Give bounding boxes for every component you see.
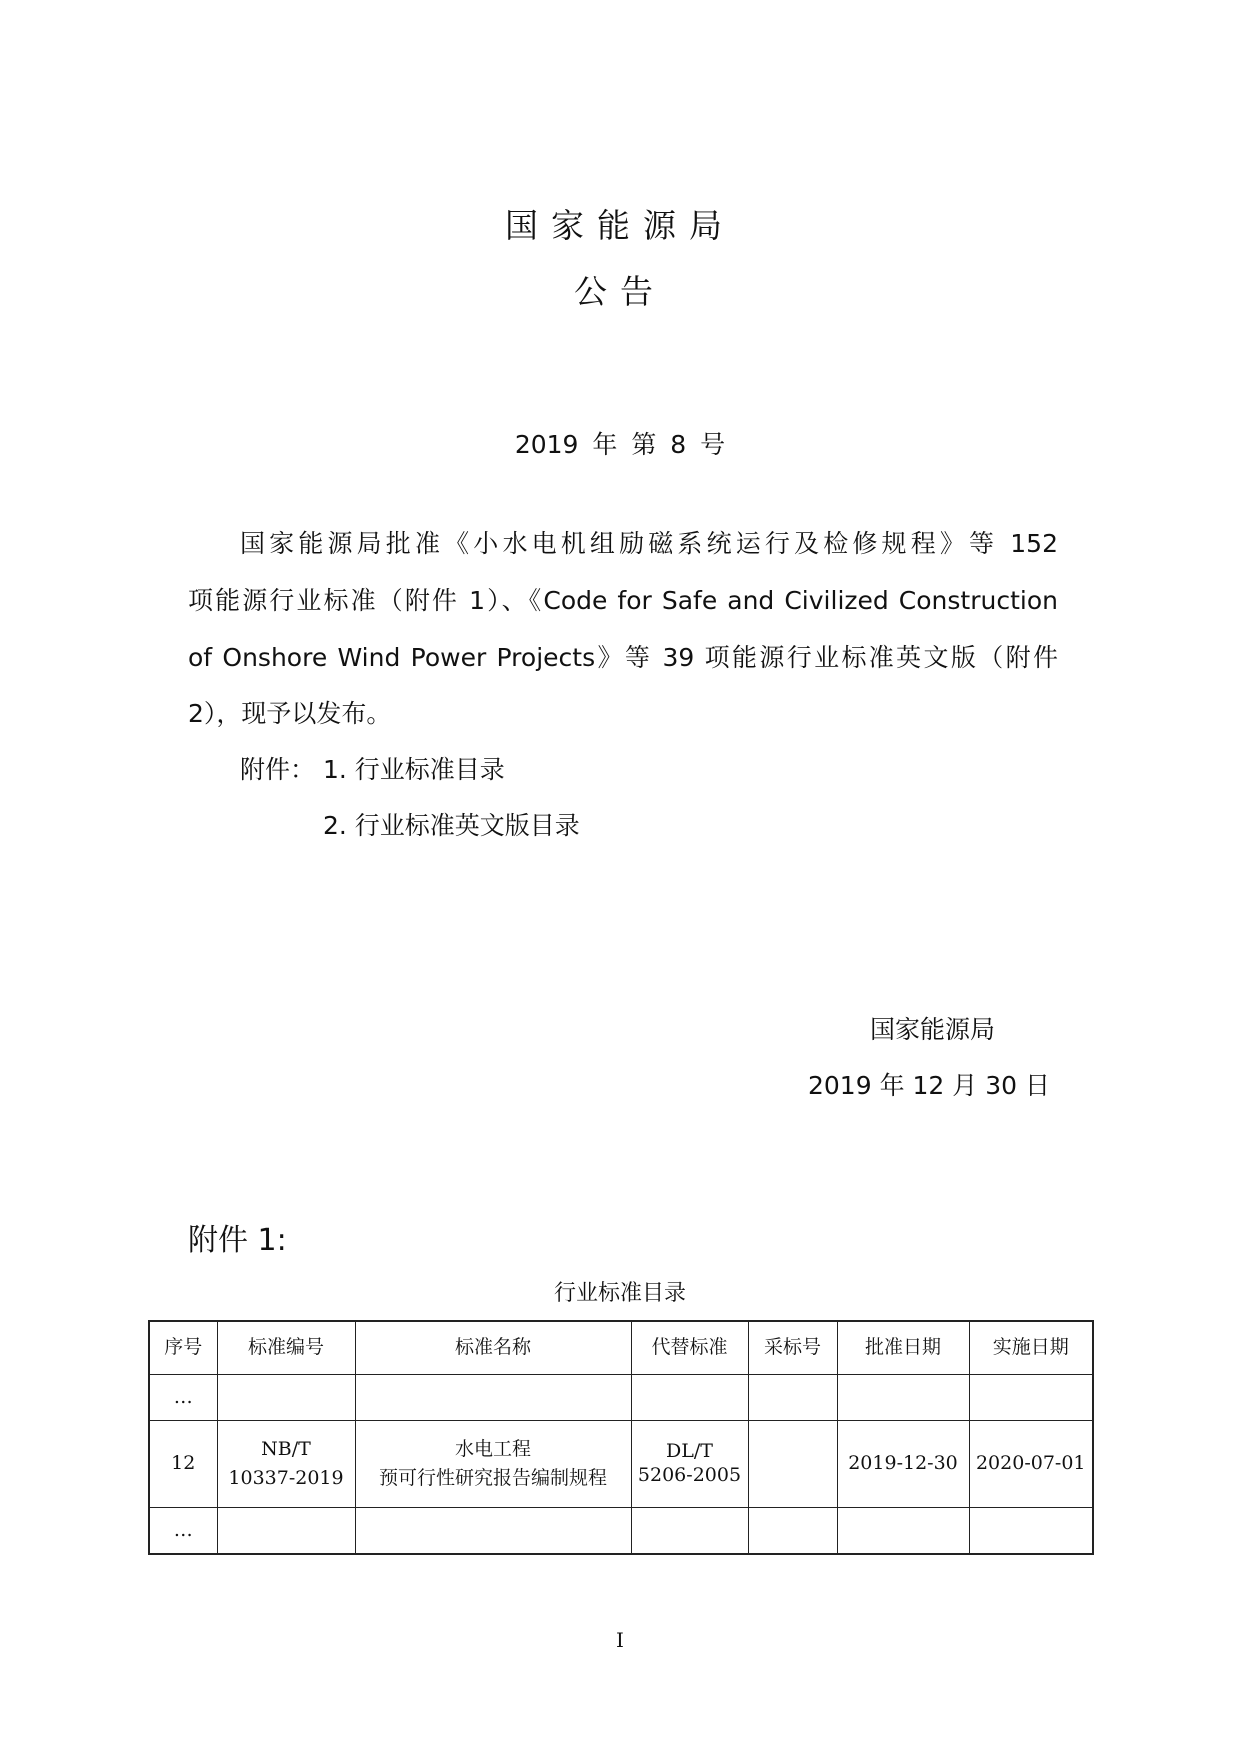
table-row	[149, 1421, 1093, 1508]
replaces-cell	[631, 1421, 748, 1508]
signature-org: 国家能源局	[870, 1015, 996, 1044]
body-line-2: 项能源行业标准（附件 1）、《Code for Safe and Civilized Construction	[188, 586, 1058, 615]
table-row	[149, 1375, 1093, 1421]
adopted-cell	[748, 1375, 837, 1421]
standards-table	[148, 1320, 1094, 1555]
code-cell	[217, 1508, 355, 1555]
column-header: 代替标准	[631, 1321, 748, 1375]
code-line-2: 10337-2019	[228, 1467, 344, 1489]
column-header: 标准名称	[355, 1321, 631, 1375]
seq-cell: 12	[149, 1421, 217, 1508]
seq-cell: …	[149, 1508, 217, 1555]
attachment-heading: 附件 1:	[188, 1223, 287, 1258]
notice-title: 公告	[574, 272, 666, 311]
column-header: 实施日期	[969, 1321, 1093, 1375]
replaces-line-1: DL/T	[666, 1440, 713, 1463]
code-cell	[217, 1375, 355, 1421]
column-header: 标准编号	[217, 1321, 355, 1375]
approved-cell	[837, 1375, 969, 1421]
attachment-item-2: 2. 行业标准英文版目录	[323, 811, 580, 840]
issue-number: 2019 年 第 8 号	[514, 430, 726, 459]
replaces-line-2: 5206-2005	[637, 1464, 742, 1486]
attachment-item-1: 1. 行业标准目录	[323, 755, 505, 784]
approved-cell	[837, 1508, 969, 1555]
body-line-4: 2），现予以发布。	[188, 699, 392, 728]
name-line-1: 水电工程	[454, 1437, 531, 1460]
replaces-cell	[631, 1375, 748, 1421]
signature-date: 2019 年 12 月 30 日	[808, 1071, 1050, 1100]
table-title: 行业标准目录	[553, 1281, 686, 1306]
column-header: 采标号	[748, 1321, 837, 1375]
name-cell	[355, 1375, 631, 1421]
code-cell	[217, 1421, 355, 1508]
column-header: 批准日期	[837, 1321, 969, 1375]
document-org-title: 国家能源局	[505, 206, 735, 245]
replaces-cell	[631, 1508, 748, 1555]
adopted-cell	[748, 1508, 837, 1555]
adopted-cell	[748, 1421, 837, 1508]
body-line-3: of Onshore Wind Power Projects》等 39 项能源行业标准英文版（附件	[188, 643, 1058, 672]
approved-cell: 2019-12-30	[837, 1421, 969, 1508]
column-header: 序号	[149, 1321, 217, 1375]
effective-cell	[969, 1375, 1093, 1421]
body-line-1: 国家能源局批准《小水电机组励磁系统运行及检修规程》等 152	[240, 529, 1058, 558]
name-cell	[355, 1421, 631, 1508]
code-line-1: NB/T	[261, 1437, 311, 1460]
page-number: I	[616, 1628, 624, 1652]
attachments-label: 附件：	[240, 755, 316, 784]
table-header-row	[149, 1321, 1093, 1375]
effective-cell: 2020-07-01	[969, 1421, 1093, 1508]
name-line-2: 预可行性研究报告编制规程	[378, 1467, 607, 1489]
effective-cell	[969, 1508, 1093, 1555]
table-row	[149, 1508, 1093, 1555]
name-cell	[355, 1508, 631, 1555]
seq-cell: …	[149, 1375, 217, 1421]
